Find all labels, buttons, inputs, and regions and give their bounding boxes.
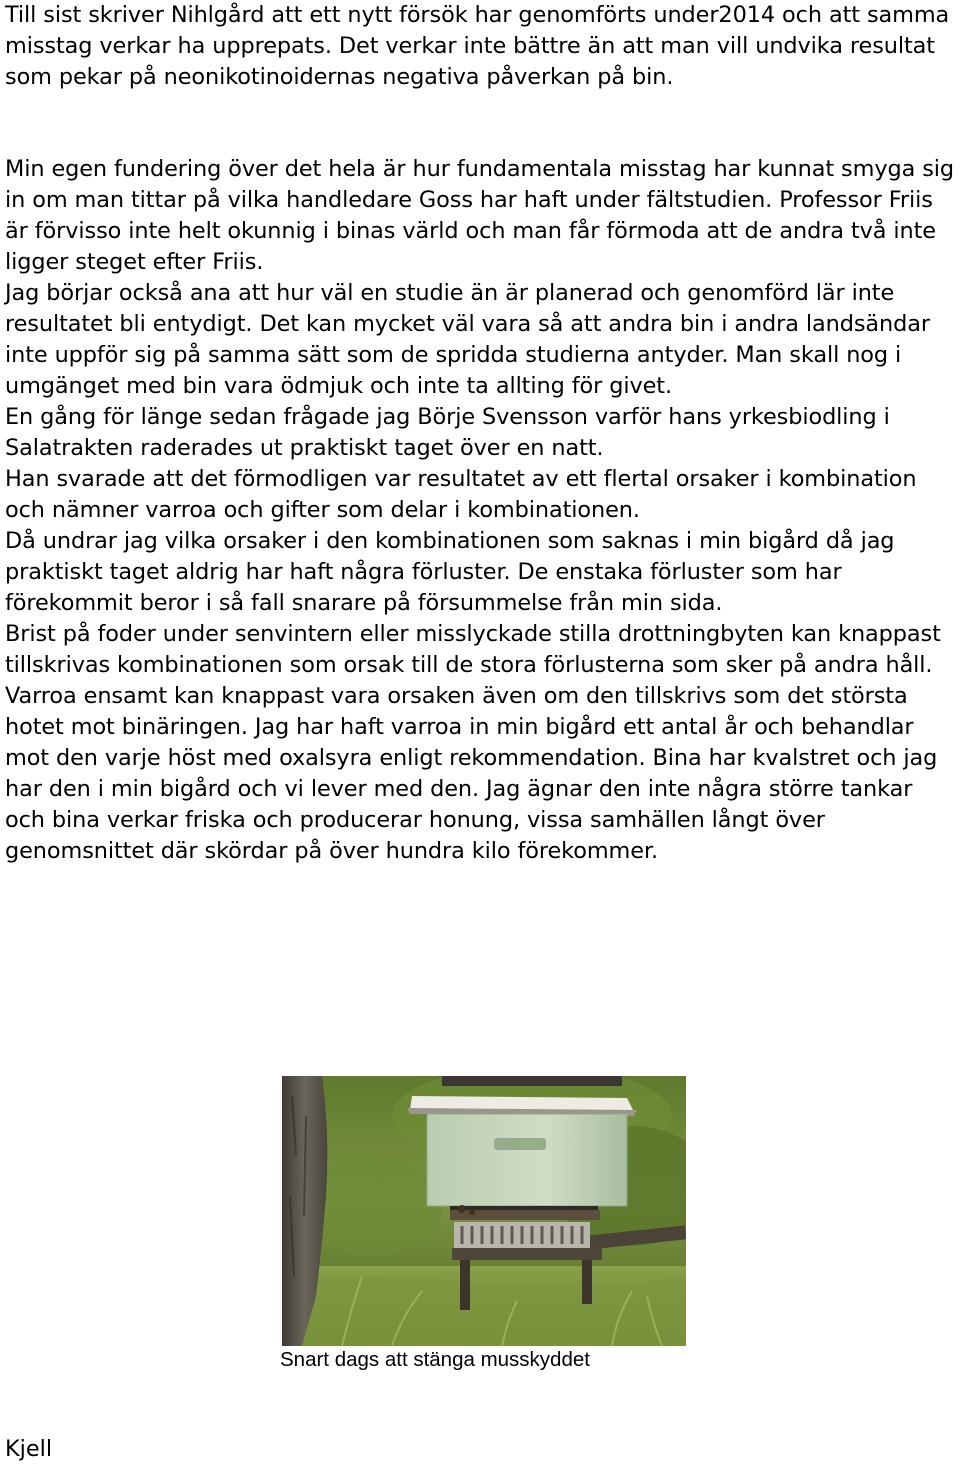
paragraph-text: Brist på foder under senvintern eller misslyckade stilla drottningbyten kan knappast tillskrivas kombinationen som orsak till de stora förlusterna som sker på andra håll. xyxy=(5,621,941,678)
paragraph-text: Jag börjar också ana att hur väl en studie än är planerad och genomförd lär inte resultatet bli entydigt. Det kan mycket väl vara så att andra bin i andra landsändar inte uppför sig på samma sätt som de spridda studierna antyder. Man skall nog i umgänget med bin vara ödmjuk och inte ta allting för givet. xyxy=(5,280,930,399)
beehive-photo xyxy=(282,1076,686,1346)
signature: Kjell xyxy=(5,1436,53,1462)
paragraph-text: En gång för länge sedan frågade jag Börje Svensson varför hans yrkesbiodling i Salatrakten raderades ut praktiskt taget över en natt. xyxy=(5,404,890,461)
intro-paragraph xyxy=(5,0,957,93)
beehive-illustration xyxy=(282,1076,686,1346)
paragraph-text: Han svarade att det förmodligen var resultatet av ett flertal orsaker i kombination och nämner varroa och gifter som delar i kombinationen. xyxy=(5,466,917,523)
paragraph-text: Till sist skriver Nihlgård att ett nytt försök har genomförts under2014 och att samma misstag verkar ha upprepats. Det verkar inte bättre än att man vill undvika resultat som pekar på neonikotinoidernas negativa påverkan på bin. xyxy=(5,2,950,90)
photo-caption: Snart dags att stänga musskyddet xyxy=(280,1348,590,1371)
paragraph-text: Varroa ensamt kan knappast vara orsaken även om den tillskrivs som det största hotet mot binäringen. Jag har haft varroa in min bigård ett antal år och behandlar mot den varje höst med oxalsyra enligt rekommendation. Bina har kvalstret och jag har den i min bigård och vi lever med den. Jag ägnar den inte några större tankar och bina verkar friska och producerar honung, vissa samhällen långt över genomsnittet där skördar på över hundra kilo förekommer. xyxy=(5,683,938,864)
paragraph-text: Då undrar jag vilka orsaker i den kombinationen som saknas i min bigård då jag praktiskt taget aldrig har haft några förluster. De enstaka förluster som har förekommit beror i så fall snarare på försummelse från min sida. xyxy=(5,528,895,616)
paragraph-text: Min egen fundering över det hela är hur fundamentala misstag har kunnat smyga sig in om man tittar på vilka handledare Goss har haft under fältstudien. Professor Friis är förvisso inte helt okunnig i binas värld och man får förmoda att de andra två inte ligger steget efter Friis. xyxy=(5,156,955,275)
body-text xyxy=(5,154,957,867)
